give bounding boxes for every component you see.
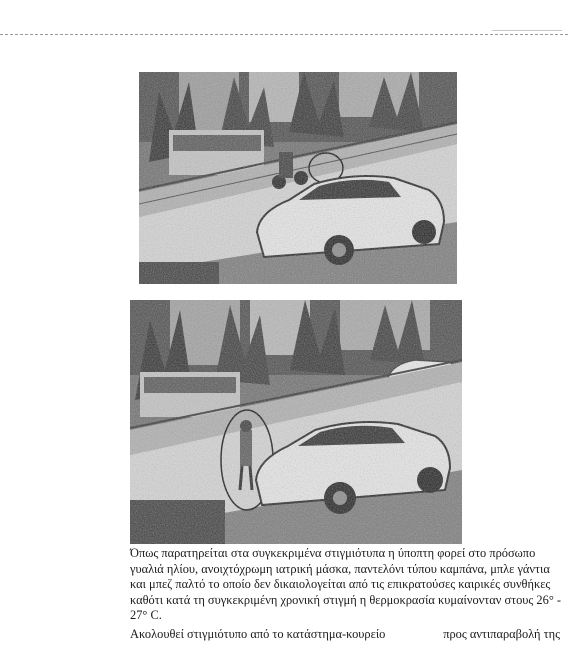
caption-line: 27° C. [130,608,162,623]
continuation-text-right: προς αντιπαραβολή της [443,627,560,641]
header-rule-end [492,30,562,31]
caption-line: και μπεζ παλτό το οποίο δεν δικαιολογείται από τις επικρατούσες καιρικές συνθήκες [130,577,551,592]
caption-line: Όπως παρατηρείται στα συγκεκριμένα στιγμιότυπα η ύποπτη φορεί στο πρόσωπο [130,546,536,560]
header-rule [0,34,568,35]
caption-paragraph [130,546,562,624]
caption-line: καθότι κατά τη συγκεκριμένη χρονική στιγμή η θερμοκρασία κυμαίνονταν στους 26° - [130,592,562,607]
surveillance-photo-2 [130,300,462,544]
caption-line: γυαλιά ηλίου, ανοιχτόχρωμη ιατρική μάσκα, παντελόνι τύπου καμπάνα, μπλε γάντια [130,561,550,576]
surveillance-photo-1 [139,72,457,284]
continuation-line [130,627,562,642]
continuation-text-left: Ακολουθεί στιγμιότυπο από το κατάστημα-κουρείο [130,627,386,641]
